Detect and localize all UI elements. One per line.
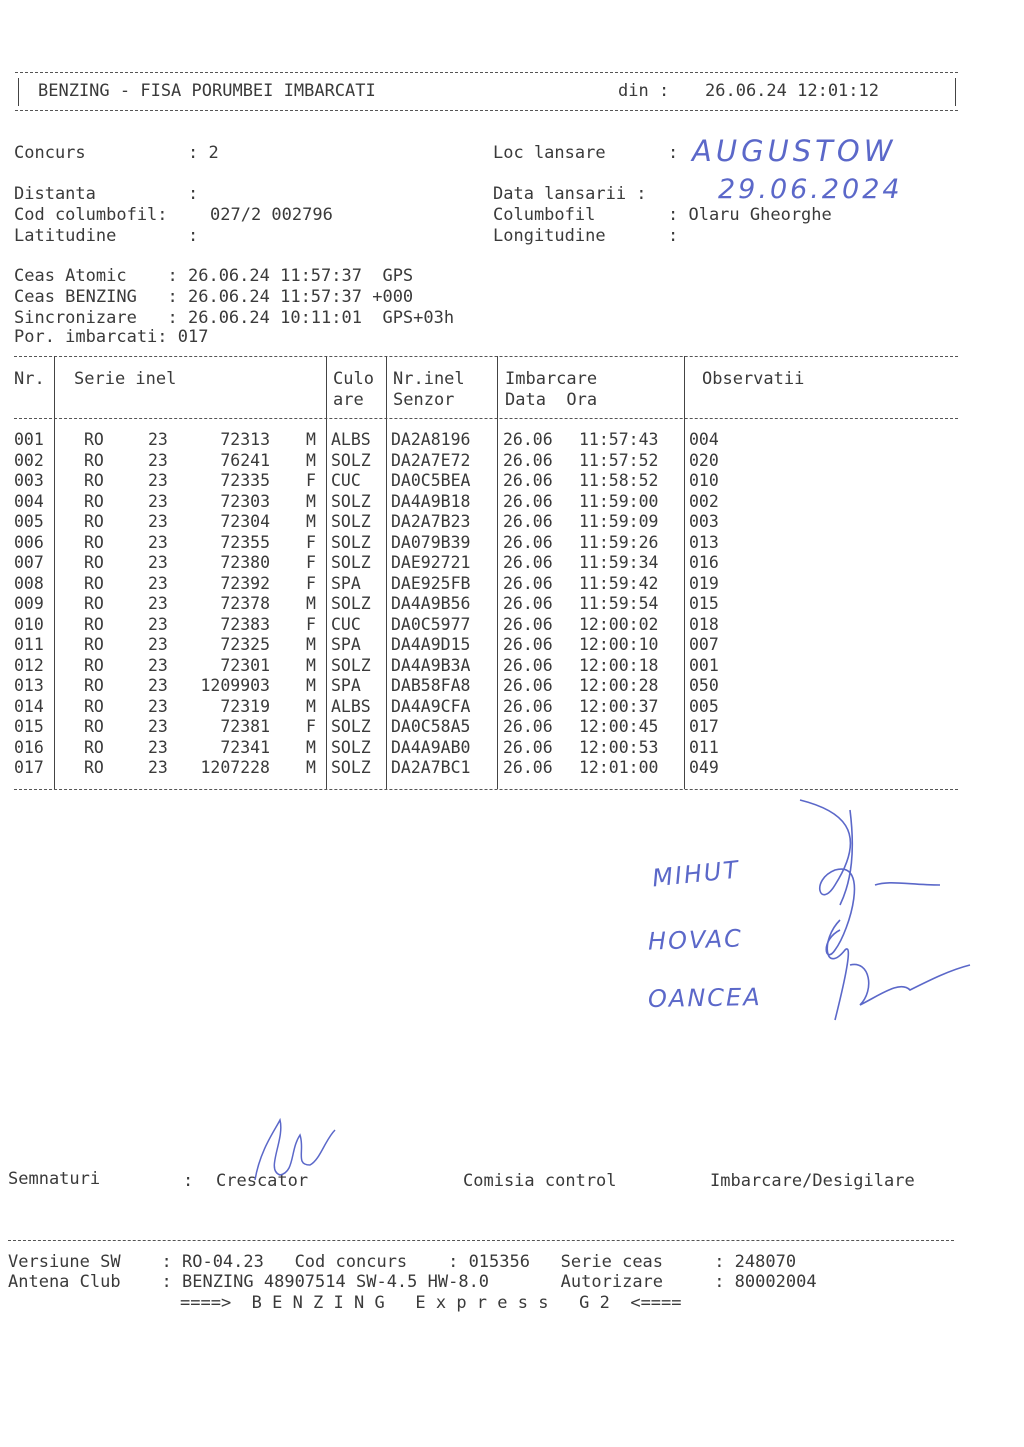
cell-color: CUC	[331, 471, 361, 490]
report-title: BENZING - FISA PORUMBEI IMBARCATI	[38, 81, 376, 101]
cell-color: CUC	[331, 614, 361, 634]
loc-lansare-handwritten: AUGUSTOW	[692, 134, 897, 168]
cell-year: 23	[148, 450, 168, 470]
cell-time: 11:58:52	[579, 471, 659, 490]
loc-lansare-colon: :	[668, 143, 679, 163]
cell-date: 26.06	[503, 573, 553, 593]
cell-year: 23	[148, 594, 168, 613]
cell-sensor: DA4A9CFA	[391, 696, 471, 716]
cell-obs: 017	[689, 717, 719, 736]
cell-year: 23	[148, 491, 168, 511]
cell-nr: 001	[14, 430, 44, 449]
cell-ring: 72325	[220, 635, 270, 654]
cell-country: RO	[84, 430, 104, 449]
cell-country: RO	[84, 471, 104, 490]
cell-sensor: DA4A9B18	[391, 491, 471, 511]
din-label: din :	[618, 81, 670, 101]
cell-time: 11:59:26	[579, 532, 659, 552]
footer-rule	[8, 1240, 954, 1241]
cell-obs: 004	[689, 430, 719, 449]
cell-color: SOLZ	[331, 594, 371, 613]
table-top-rule	[14, 356, 958, 357]
col-header-imbarcare-1: Imbarcare	[505, 369, 598, 389]
cell-obs: 003	[689, 512, 719, 531]
cell-year: 23	[148, 758, 168, 777]
col-separator	[684, 356, 685, 789]
cell-color: SOLZ	[331, 491, 371, 511]
cell-country: RO	[84, 532, 104, 552]
handwritten-name-hovac: HOVAC	[647, 924, 744, 956]
table-header-rule	[14, 418, 958, 419]
data-lansarii-label: Data lansarii :	[493, 184, 647, 204]
imbarcare-desigilare-label: Imbarcare/Desigilare	[710, 1171, 915, 1191]
cell-ring: 1207228	[200, 758, 270, 777]
cell-date: 26.06	[503, 553, 553, 572]
cod-columbofil-label: Cod columbofil:	[14, 205, 168, 225]
cell-date: 26.06	[503, 594, 553, 613]
cell-country: RO	[84, 737, 104, 757]
cell-year: 23	[148, 512, 168, 531]
cell-date: 26.06	[503, 696, 553, 716]
cell-color: SOLZ	[331, 737, 371, 757]
cell-nr: 012	[14, 655, 44, 675]
cell-ring: 72335	[220, 471, 270, 490]
cell-nr: 016	[14, 737, 44, 757]
cell-sex: M	[306, 450, 316, 470]
cell-ring: 72381	[220, 717, 270, 736]
cell-nr: 008	[14, 573, 44, 593]
cell-country: RO	[84, 573, 104, 593]
cell-obs: 019	[689, 573, 719, 593]
distanta-label: Distanta	[14, 184, 96, 204]
cell-ring: 72383	[220, 614, 270, 634]
cell-obs: 005	[689, 696, 719, 716]
semnaturi-label: Semnaturi	[8, 1169, 101, 1189]
header-right-border	[955, 78, 956, 106]
col-header-culoare-2: are	[333, 390, 364, 410]
cell-sex: M	[306, 676, 316, 695]
cell-color: ALBS	[331, 430, 371, 449]
cell-obs: 007	[689, 635, 719, 654]
header-top-rule	[15, 72, 958, 73]
ceas-benzing-line: Ceas BENZING : 26.06.24 11:57:37 +000	[14, 287, 414, 307]
cell-time: 11:57:43	[579, 430, 659, 449]
cell-country: RO	[84, 635, 104, 654]
cell-sensor: DAB58FA8	[391, 676, 471, 695]
cell-nr: 009	[14, 594, 44, 613]
cell-sex: M	[306, 737, 316, 757]
cell-year: 23	[148, 737, 168, 757]
col-header-observatii: Observatii	[702, 369, 805, 389]
cell-obs: 002	[689, 491, 719, 511]
cell-ring: 72301	[220, 655, 270, 675]
cell-sex: M	[306, 655, 316, 675]
cell-date: 26.06	[503, 737, 553, 757]
cell-obs: 018	[689, 614, 719, 634]
cell-sensor: DAE925FB	[391, 573, 471, 593]
cell-sensor: DA4A9B56	[391, 594, 471, 613]
col-header-culoare-1: Culo	[333, 369, 374, 389]
cell-country: RO	[84, 696, 104, 716]
cell-time: 12:00:10	[579, 635, 659, 654]
cell-time: 11:59:00	[579, 491, 659, 511]
cell-date: 26.06	[503, 717, 553, 736]
cell-date: 26.06	[503, 532, 553, 552]
cell-sex: M	[306, 696, 316, 716]
cell-sex: M	[306, 635, 316, 654]
cell-ring: 72355	[220, 532, 270, 552]
cell-nr: 010	[14, 614, 44, 634]
cell-obs: 050	[689, 676, 719, 695]
cell-time: 12:00:37	[579, 696, 659, 716]
cell-nr: 002	[14, 450, 44, 470]
handwritten-name-mihut: MIHUT	[650, 855, 742, 893]
cell-ring: 72303	[220, 491, 270, 511]
cell-sex: M	[306, 430, 316, 449]
cell-sex: M	[306, 594, 316, 613]
cell-time: 11:57:52	[579, 450, 659, 470]
cell-sensor: DA2A7B23	[391, 512, 471, 531]
cell-nr: 013	[14, 676, 44, 695]
cell-time: 11:59:54	[579, 594, 659, 613]
porumbei-imbarcati-line: Por. imbarcati: 017	[14, 327, 209, 347]
footer-line-versiune: Versiune SW : RO-04.23 Cod concurs : 015356 Serie ceas : 248070	[8, 1252, 797, 1272]
cell-sensor: DA2A7E72	[391, 450, 471, 470]
cell-time: 11:59:42	[579, 573, 659, 593]
cell-year: 23	[148, 635, 168, 654]
columbofil-label: Columbofil	[493, 205, 596, 225]
latitudine-value: :	[188, 226, 199, 246]
cell-country: RO	[84, 717, 104, 736]
cell-country: RO	[84, 594, 104, 613]
col-header-imbarcare-2: Data Ora	[505, 390, 598, 410]
footer-line-benzing-express: ====> B E N Z I N G E x p r e s s G 2 <====	[180, 1293, 682, 1313]
cell-year: 23	[148, 696, 168, 716]
cell-country: RO	[84, 553, 104, 572]
cell-obs: 020	[689, 450, 719, 470]
cell-date: 26.06	[503, 635, 553, 654]
cell-ring: 76241	[220, 450, 270, 470]
sincronizare-line: Sincronizare : 26.06.24 10:11:01 GPS+03h	[14, 308, 455, 328]
cell-nr: 017	[14, 758, 44, 777]
cell-sex: F	[306, 471, 316, 490]
cell-nr: 015	[14, 717, 44, 736]
cell-time: 11:59:09	[579, 512, 659, 531]
crescator-label: Crescator	[216, 1171, 309, 1191]
commission-signatures	[780, 790, 980, 1040]
loc-lansare-label: Loc lansare	[493, 143, 606, 163]
cell-year: 23	[148, 717, 168, 736]
cell-country: RO	[84, 758, 104, 777]
cell-country: RO	[84, 676, 104, 695]
cell-sex: F	[306, 532, 316, 552]
col-separator	[386, 356, 387, 789]
cell-obs: 016	[689, 553, 719, 572]
cell-nr: 006	[14, 532, 44, 552]
cell-country: RO	[84, 512, 104, 531]
cell-sex: M	[306, 491, 316, 511]
cell-ring: 72341	[220, 737, 270, 757]
col-separator	[54, 356, 55, 789]
cell-date: 26.06	[503, 655, 553, 675]
columbofil-value: : Olaru Gheorghe	[668, 205, 832, 225]
cell-date: 26.06	[503, 430, 553, 449]
cell-sensor: DA0C5977	[391, 614, 471, 634]
ceas-atomic-line: Ceas Atomic : 26.06.24 11:57:37 GPS	[14, 266, 414, 286]
cell-country: RO	[84, 614, 104, 634]
semnaturi-colon: :	[183, 1171, 194, 1191]
cell-color: SOLZ	[331, 450, 371, 470]
cell-year: 23	[148, 573, 168, 593]
col-header-nrinel-2: Senzor	[393, 390, 455, 410]
cell-date: 26.06	[503, 676, 553, 695]
din-value: 26.06.24 12:01:12	[705, 81, 879, 101]
cell-ring: 72380	[220, 553, 270, 572]
handwritten-name-oancea: OANCEA	[647, 983, 762, 1013]
concurs-value: : 2	[188, 143, 219, 163]
cell-time: 12:00:02	[579, 614, 659, 634]
cell-sensor: DA0C5BEA	[391, 471, 471, 490]
cell-ring: 72392	[220, 573, 270, 593]
cell-sex: M	[306, 758, 316, 777]
cell-sex: F	[306, 614, 316, 634]
cell-date: 26.06	[503, 614, 553, 634]
cell-color: SPA	[331, 573, 361, 593]
cell-nr: 007	[14, 553, 44, 572]
comisia-control-label: Comisia control	[463, 1171, 617, 1191]
cell-obs: 015	[689, 594, 719, 613]
cell-color: SOLZ	[331, 532, 371, 552]
cell-obs: 011	[689, 737, 719, 757]
cell-ring: 72313	[220, 430, 270, 449]
cell-sensor: DA2A7BC1	[391, 758, 471, 777]
cell-country: RO	[84, 450, 104, 470]
cell-sensor: DA4A9AB0	[391, 737, 471, 757]
cell-ring: 72378	[220, 594, 270, 613]
cell-obs: 013	[689, 532, 719, 552]
cell-sensor: DAE92721	[391, 553, 471, 572]
cell-year: 23	[148, 614, 168, 634]
cell-time: 12:00:28	[579, 676, 659, 695]
cell-year: 23	[148, 471, 168, 490]
cell-year: 23	[148, 430, 168, 449]
cell-color: SOLZ	[331, 758, 371, 777]
cell-time: 12:00:45	[579, 717, 659, 736]
concurs-label: Concurs	[14, 143, 86, 163]
cell-time: 12:01:00	[579, 758, 659, 777]
cell-ring: 1209903	[200, 676, 270, 695]
cell-color: ALBS	[331, 696, 371, 716]
cell-sensor: DA4A9D15	[391, 635, 471, 654]
cell-date: 26.06	[503, 758, 553, 777]
cell-obs: 049	[689, 758, 719, 777]
header-left-border	[18, 78, 19, 106]
cell-time: 12:00:18	[579, 655, 659, 675]
cell-year: 23	[148, 532, 168, 552]
col-separator	[326, 356, 327, 789]
cell-date: 26.06	[503, 450, 553, 470]
cell-sex: F	[306, 573, 316, 593]
col-separator	[497, 356, 498, 789]
cell-sensor: DA0C58A5	[391, 717, 471, 736]
cell-nr: 005	[14, 512, 44, 531]
longitudine-value: :	[668, 226, 679, 246]
cell-year: 23	[148, 553, 168, 572]
cell-color: SOLZ	[331, 655, 371, 675]
col-header-nrinel-1: Nr.inel	[393, 369, 465, 389]
cod-columbofil-value: 027/2 002796	[210, 205, 333, 225]
cell-ring: 72319	[220, 696, 270, 716]
cell-color: SOLZ	[331, 553, 371, 572]
cell-nr: 004	[14, 491, 44, 511]
crescator-signature	[235, 1110, 345, 1195]
cell-year: 23	[148, 676, 168, 695]
cell-date: 26.06	[503, 512, 553, 531]
cell-date: 26.06	[503, 471, 553, 490]
cell-ring: 72304	[220, 512, 270, 531]
col-header-serie: Serie inel	[74, 369, 177, 389]
cell-nr: 011	[14, 635, 44, 654]
header-bottom-rule	[15, 110, 958, 111]
distanta-value: :	[188, 184, 199, 204]
cell-obs: 001	[689, 655, 719, 675]
cell-time: 12:00:53	[579, 737, 659, 757]
cell-sex: M	[306, 512, 316, 531]
cell-obs: 010	[689, 471, 719, 490]
latitudine-label: Latitudine	[14, 226, 117, 246]
cell-sex: F	[306, 553, 316, 572]
cell-time: 11:59:34	[579, 553, 659, 572]
data-lansarii-handwritten: 29.06.2024	[718, 174, 903, 205]
col-header-nr: Nr.	[14, 369, 45, 389]
cell-sensor: DA079B39	[391, 532, 471, 552]
footer-line-antena: Antena Club : BENZING 48907514 SW-4.5 HW-8.0 Autorizare : 80002004	[8, 1272, 817, 1292]
cell-country: RO	[84, 491, 104, 511]
cell-country: RO	[84, 655, 104, 675]
cell-sensor: DA4A9B3A	[391, 655, 471, 675]
cell-color: SOLZ	[331, 512, 371, 531]
cell-nr: 003	[14, 471, 44, 490]
cell-year: 23	[148, 655, 168, 675]
cell-date: 26.06	[503, 491, 553, 511]
cell-color: SOLZ	[331, 717, 371, 736]
cell-color: SPA	[331, 635, 361, 654]
cell-nr: 014	[14, 696, 44, 716]
longitudine-label: Longitudine	[493, 226, 606, 246]
cell-sex: F	[306, 717, 316, 736]
cell-color: SPA	[331, 676, 361, 695]
cell-sensor: DA2A8196	[391, 430, 471, 449]
